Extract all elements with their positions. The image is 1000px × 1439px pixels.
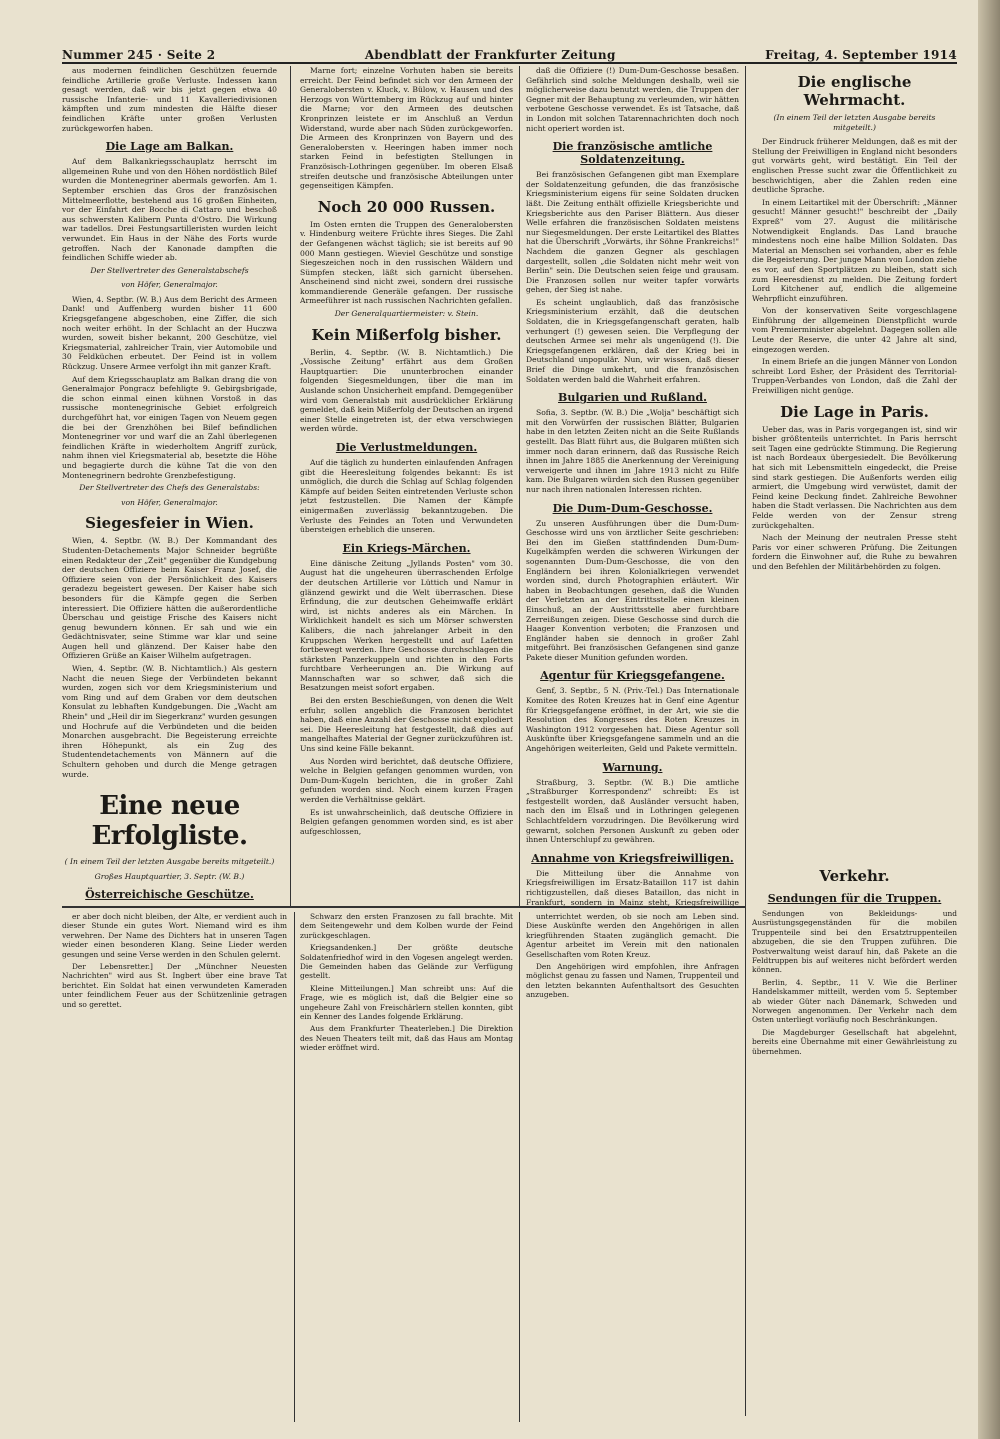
- headline-siegesfeier: Siegesfeier in Wien.: [85, 514, 254, 533]
- article-text: Berlin, 4. Septbr., 11 V. Wie die Berliner Handelskammer mitteilt, werden vom 5. September ab wieder Güter nach Dänemark, Schweden und Norwegen angenommen. Der Verkehr nach dem Osten unterliegt vorläufig noch Beschränkungen.: [752, 977, 957, 1025]
- page-header: [62, 40, 957, 64]
- headline-soldatenzeitung: Die französische amtliche Soldatenzeitung.: [552, 140, 713, 167]
- article-text: Die Magdeburger Gesellschaft hat abgelehnt, bereits eine Übernahme mit einer Gewährleistung zu übernehmen.: [752, 1027, 957, 1056]
- headline-kriegs-maerchen: Ein Kriegs-Märchen.: [342, 541, 471, 555]
- feuilleton-rule: [62, 906, 745, 908]
- article-text: daß die Offiziere (!) Dum-Dum-Geschosse besaßen. Gefährlich sind solche Meldungen deshalb, weil sie möglicherweise dazu benutzt werden, die Truppen der Gegner mit der Behauptung zu verleumden, wir hätten verbotene Geschosse verwendet. Es ist Tatsache, daß in London mit solchen Tatarennachrichten doch noch nicht operiert worden ist.: [526, 66, 739, 133]
- article-text: Die Mitteilung über die Annahme von Kriegsfreiwilligen im Ersatz-Bataillon 117 ist dahin richtigzustellen, daß dieses Bataillon, das nicht in Frankfurt, sondern in Mainz steht, Kriegsfreiwillige: [526, 868, 739, 906]
- headline-verkehr: Verkehr.: [819, 867, 890, 885]
- headline-russen: Noch 20 000 Russen.: [317, 197, 496, 216]
- article-text: Schwarz den ersten Franzosen zu fall brachte. Mit dem Seitengewehr und dem Kolben wurde der Feind zurückgeschlagen.: [300, 912, 513, 940]
- verkehr-column: [752, 860, 957, 1420]
- article-text: Eine dänische Zeitung „Jyllands Posten" vom 30. August hat die ungeheuren überraschenden Erfolge der deutschen Artillerie vor Lüttich und Namur in glänzend gewirkt und die Welt überraschen. Diese Erfindung, die zur deutschen Geheimwaffe erklärt wird, ist nichts anderes als ein Märchen. In Wirklichkeit handelt es sich um Mörser schwersten Kalibers, die nach jahrelanger Arbeit in den Kruppschen Werken hergestellt und auf Lafetten fortbewegt werden. Ihre Geschosse durchschlagen die stärksten Panzerkuppeln und richten in den Forts furchtbare Verheerungen an. Die Wirkung auf Mannschaften war so schwer, daß sich die Besatzungen meist sofort ergaben.: [300, 558, 513, 693]
- signature: Der Generalquartiermeister: v. Stein.: [334, 309, 479, 319]
- headline-kein-misserfolg: Kein Mißerfolg bisher.: [311, 325, 502, 344]
- article-text: Aus dem Frankfurter Theaterleben.] Die Direktion des Neuen Theaters teilt mit, daß das Haus am Montag wieder eröffnet wird.: [300, 1024, 513, 1053]
- signature: Der Stellvertreter des Chefs des Generalstabs:: [79, 483, 260, 493]
- column-3: [526, 66, 739, 906]
- article-text: Es ist unwahrscheinlich, daß deutsche Offiziere in Belgien gefangen genommen worden sind, es ist aber aufgeschlossen,: [300, 807, 513, 836]
- article-text: Ueber das, was in Paris vorgegangen ist, sind wir bisher größtenteils unterrichtet. In Paris herrscht seit Tagen eine gedrückte Stimmung. Die Regierung ist nach Bordeaux übergesiedelt. Die Bevölkerung hat sich mit Lebensmitteln eingedeckt, die Preise sind stark gestiegen. Die Außenforts werden eilig armiert, die Umgebung wird verwüstet, damit der Feind keine Deckung findet. Zahlreiche Bewohner haben die Stadt verlassen. Die Nachrichten aus dem Felde werden von der Zensur streng zurückgehalten.: [752, 424, 957, 530]
- header-issue: Nummer 245 · Seite 2: [62, 48, 216, 62]
- column-1: [62, 66, 277, 906]
- article-text: Es scheint unglaublich, daß das französische Kriegsministerium erzählt, daß die deutschen Soldaten, die in Kriegsgefangenschaft geraten, halb verhungert (!) gewesen seien. Die Verpflegung der deutschen Armee sei mehr als ungenügend (!). Die Kriegsgefangenen erklären, daß der Krieg bei in Deutschland unpopulär. Nun, wir wissen, daß dieser Brief die Dinge umkehrt, und die französischen Soldaten werden bald die Wahrheit erfahren.: [526, 297, 739, 384]
- article-text: Marne fort; einzelne Vorhuten haben sie bereits erreicht. Der Feind befindet sich vor den Armeen der Generalobersten v. Kluck, v. Bülow, v. Hausen und des Herzogs von Württemberg im Rückzug auf und hinter die Marne; vor den Armeen des deutschen Kronprinzen leistete er im Anschluß an Verdun Widerstand, wurde aber nach Süden zurückgeworfen. Die Armeen des Kronprinzen von Bayern und des Generalobersten v. Heeringen haben immer noch starken Feind in befestigten Stellungen in Französisch-Lothringen gegenüber. Im oberen Elsaß streifen deutsche und französische Abteilungen unter gegenseitigen Kämpfen.: [300, 66, 513, 191]
- article-text: In einem Briefe an die jungen Männer von London schreibt Lord Esher, der Präsident des Territorial-Truppen-Verbandes von London, daß die Zahl der Freiwilligen nicht genüge.: [752, 357, 957, 396]
- article-text: Sendungen von Bekleidungs- und Ausrüstungsgegenständen für die mobilen Truppenteile sind bei den Ersatztruppenteilen abzugeben, die sie den Truppen zuführen. Die Postverwaltung weist darauf hin, daß Pakete an die Feldtruppen bis auf weiteres nicht befördert werden können.: [752, 909, 957, 975]
- article-text: Von der konservativen Seite vorgeschlagene Einführung der allgemeinen Dienstpflicht wurde vom Premierminister abgelehnt. Dagegen sollen alle Leute der Reserve, die unter 42 Jahre alt sind, eingezogen werden.: [752, 306, 957, 354]
- headline-warnung: Warnung.: [602, 760, 663, 774]
- column-rule: [294, 912, 295, 1422]
- article-text: Auf dem Balkankriegsschauplatz herrscht im allgemeinen Ruhe und von den Höhen nordöstlich Bilef wurden die Montenegriner abermals geworfen. Am 1. September erschien das Gros der französischen Mittelmeerflotte, bestehend aus 16 großen Einheiten, vor der Einfahrt der Bocche di Cattaro und beschoß aus schwersten Kalibern Punta d'Ostro. Die Wirkung war tadellos. Drei Festungsartilleristen wurden leicht verwundet. Ein Haus in der Nähe des Forts wurde getroffen. Nach der Kanonade dampften die feindlichen Schiffe wieder ab.: [62, 157, 277, 263]
- headline-dum-dum: Die Dum-Dum-Geschosse.: [552, 501, 713, 515]
- headline-bulgarien: Bulgarien und Rußland.: [558, 391, 707, 405]
- article-text: Der Eindruck früherer Meldungen, daß es mit der Stellung der Freiwilligen in England nicht besonders gut vorwärts geht, wird bestätigt. Ein Teil der englischen Presse sucht zwar die Öffentlichkeit zu beschwichtigen, aber die Zahlen reden eine deutliche Sprache.: [752, 137, 957, 195]
- article-text: Im Osten ernten die Truppen des Generalobersten v. Hindenburg weitere Früchte ihres Sieges. Die Zahl der Gefangenen wächst täglich; sie ist bereits auf 90 000 Mann gestiegen. Wieviel Geschütze und sonstige Siegeszeichen noch in den russischen Wäldern und Sümpfen stecken, läßt sich garnicht übersehen. Anscheinend sind nicht zwei, sondern drei russische kommandierende Generäle gefangen. Der russische Armeeführer ist nach russischen Nachrichten gefallen.: [300, 219, 513, 306]
- signature: von Höfer, Generalmajor.: [121, 280, 218, 290]
- header-masthead: Abendblatt der Frankfurter Zeitung: [364, 48, 616, 62]
- article-text: Bei französischen Gefangenen gibt man Exemplare der Soldatenzeitung gefunden, die das französische Kriegsministerium eigens für seine Soldaten drucken läßt. Die Zeitung enthält offizielle Kriegsberichte und Kriegsberichte aus den Pariser Blättern. Aus dieser Welle erfahren die französischen Soldaten meistens nur Siegesmeldungen. Der erste Leitartikel des Blattes hat die Überschrift „Vorwärts, ihr Söhne Frankreichs!" Nachdem die ganzen Gegner als geschlagen dargestellt, sollen „die Soldaten nicht mehr weit von Berlin" sein. Die Deutschen seien feige und grausam. Die Franzosen sollen nur weiter tapfer vorwärts gehen, der Sieg ist nahe.: [526, 170, 739, 295]
- article-text: Bei den ersten Beschießungen, von denen die Welt erfuhr, sollen angeblich die Franzosen berichtet haben, daß eine Anzahl der Geschosse nicht explodiert sei. Die Heeresleitung hat festgestellt, daß dies auf mangelhaftes Material der Gegner zurückzuführen ist. Uns sind keine Fälle bekannt.: [300, 696, 513, 754]
- signature: Der Stellvertreter des Generalstabschefs: [90, 265, 249, 275]
- headline-sendungen: Sendungen für die Truppen.: [767, 892, 942, 905]
- headline-note: ( In einem Teil der letzten Ausgabe bereits mitgeteilt.): [64, 857, 275, 867]
- column-rule: [290, 66, 291, 906]
- headline-balkan: Die Lage am Balkan.: [105, 140, 234, 154]
- article-text: Wien, 4. Septbr. (W. B.) Aus dem Bericht des Armeen Dank! und Auffenberg wurden bisher 11 600 Kriegsgefangene abgeschoben, eine Ziffer, die sich noch weiter erhöht. In der Schlacht an der Huczwa wurden, soweit bisher bekannt, 200 Geschütze, viel Kriegsmaterial, zahlreicher Train, vier Automobile und 30 Feldküchen erbeutet. Der Feind ist in vollem Rückzug. Unsere Armee verfolgt ihn mit ganzer Kraft.: [62, 294, 277, 372]
- column-4: [752, 66, 957, 906]
- article-text: Auf dem Kriegsschauplatz am Balkan drang die von Generalmajor Pongracz befehligte 9. Gebirgsbrigade, die schon einmal einen kühnen Vorstoß in das russische montenegrinische Gebiet erfolgreich durchgeführt hat, vor einigen Tagen von Neuem gegen die bei der Grenzhöhen bei Bilef befindlichen Montenegriner vor und warf die an Zahl überlegenen feindlichen Kräfte in wiederholtem Angriff zurück, nahm ihnen viel Kriegsmaterial ab, besetzte die Höhe und begagierte durch die kühne Tat die von den Montenegrinern bedrohte Grenzbefestigung.: [62, 374, 277, 480]
- article-text: Genf, 3. Septbr., 5 N. (Priv.-Tel.) Das Internationale Komitee des Roten Kreuzes hat in Genf eine Agentur für Kriegsgefangene eröffnet, in der Art, wie sie die Resolution des Kongresses des Roten Kreuzes in Washington 1912 vorgesehen hat. Diese Agentur soll Auskünfte über Kriegsgefangene sammeln und an die Angehörigen weiterleiten, Geld und Pakete vermitteln.: [526, 686, 739, 754]
- column-rule: [519, 912, 520, 1422]
- headline-note: (In einem Teil der letzten Ausgabe bereits mitgeteilt.): [773, 113, 936, 132]
- article-text: unterrichtet werden, ob sie noch am Leben sind. Diese Auskünfte werden den Angehörigen in allen kriegführenden Staaten zugänglich gemacht. Die Agentur arbeitet im Verein mit den nationalen Gesellschaften vom Roten Kreuz.: [526, 912, 739, 959]
- headline-geschuetze: Österreichische Geschütze.: [85, 888, 254, 902]
- dateline: Großes Hauptquartier, 3. Septr. (W. B.): [94, 871, 245, 881]
- article-text: Der Lebensretter.] Der „Münchner Neuesten Nachrichten" wird aus St. Ingbert über eine brave Tat berichtet. Ein Soldat hat einen verwundeten Kameraden unter feindlichem Feuer aus der Schützenlinie getragen und so gerettet.: [62, 962, 287, 1009]
- article-text: Zu unseren Ausführungen über die Dum-Dum-Geschosse wird uns von ärztlicher Seite geschrieben: Bei den im Gießen stattfindenden Dum-Dum-Kugelkämpfen werden die schweren Wirkungen der sogenannten Dum-Dum-Geschosse, die von den Engländern bei ihren Kolonialkriegen verwendet worden sind, durch Photographien erläutert. Wir haben in Beobachtungen gesehen, daß die Wunden der Verletzten an der Eintrittsstelle einen kleinen Einschuß, an der Austrittsstelle aber furchtbare Zerreißungen zeigen. Diese Geschosse sind durch die Haager Konvention verboten; die Franzosen und Engländer haben sie dennoch in großer Zahl mitgeführt. Bei französischen Gefangenen sind ganze Pakete dieser Munition gefunden worden.: [526, 518, 739, 662]
- headline-kriegsfreiwillige: Annahme von Kriegsfreiwilligen.: [531, 851, 734, 865]
- feuilleton-column-2: [300, 912, 513, 1424]
- article-text: aus modernen feindlichen Geschützen feuernde feindliche Artillerie große Verluste. Indessen kann gesagt werden, daß wir bis jetzt gegen etwa 40 russische Infanterie- und 11 Kavalleriedivisionen kämpften und zum mindesten die Hälfte dieser feindlichen Kräfte unter großen Verlusten zurückgeworfen haben.: [62, 66, 277, 133]
- article-text: In einem Leitartikel mit der Überschrift: „Männer gesucht! Männer gesucht!" beschreibt der „Daily Expreß" vom 27. August die militärische Notwendigkeit Englands. Das Land brauche mindestens noch eine halbe Million Soldaten. Das Material an Menschen sei vorhanden, aber es fehle die Begeisterung. Der junge Mann von London ziehe es vor, auf den Sportplätzen zu bleiben, statt sich zum Heeresdienst zu melden. Die Zeitung fordert Lord Kitchener auf, endlich die allgemeine Wehrpflicht einzuführen.: [752, 197, 957, 303]
- headline-wehrmacht: Die englische Wehrmacht.: [797, 73, 912, 109]
- article-text: er aber doch nicht bleiben, der Alte, er verdient auch in dieser Stunde ein gutes Wort. Niemand wird es ihm verwehren. Der Name des Dichters hat in unseren Tagen wieder einen besonderen Klang. Seine Lieder werden gesungen und seine Verse werden in den Schulen gelernt.: [62, 912, 287, 959]
- article-text: Aus Norden wird berichtet, daß deutsche Offiziere, welche in Belgien gefangen genommen wurden, von Dum-Dum-Kugeln berichten, die in großer Zahl gefunden worden sind. Noch einem kurzen Fragen werden die Verhältnisse geklärt.: [300, 756, 513, 804]
- article-text: Wien, 4. Septbr. (W. B. Nichtamtlich.) Als gestern Nacht die neuen Siege der Verbündeten bekannt wurden, zogen sich vor dem Kriegsministerium und vom Ring und auf dem Graben vor dem deutschen Konsulat zu lebhaften Kundgebungen. Die „Wacht am Rhein" und „Heil dir im Siegerkranz" wurden gesungen und Hochrufe auf die Verbündeten und die beiden Monarchen ausgebracht. Die Begeisterung erreichte ihren Höhepunkt, als ein Zug des Studentendetachements von Männern auf die Schultern gehoben und durch die Menge getragen wurde.: [62, 664, 277, 779]
- headline-lage-paris: Die Lage in Paris.: [780, 402, 929, 421]
- article-text: Auf die täglich zu hunderten einlaufenden Anfragen gibt die Heeresleitung folgendes bekannt: Es ist unmöglich, die durch die Schlag auf Schlag folgenden Kämpfe auf beiden Seiten eintretenden Verluste schon jetzt festzustellen. Die Namen der Kämpfe einigermaßen zuverlässig bekanntzugeben. Die Verluste des Feindes an Toten und Verwundeten übersteigen erheblich die unseren.: [300, 458, 513, 535]
- article-text: Den Angehörigen wird empfohlen, ihre Anfragen möglichst genau zu fassen und Namen, Truppenteil und den letzten bekannten Aufenthaltsort des Gesuchten anzugeben.: [526, 962, 739, 1000]
- article-text: Nach der Meinung der neutralen Presse steht Paris vor einer schweren Prüfung. Die Zeitungen fordern die Einwohner auf, die Ruhe zu bewahren und den Befehlen der Militärbehörden zu folgen.: [752, 533, 957, 571]
- article-text: [62, 905, 277, 906]
- header-date: Freitag, 4. September 1914: [765, 48, 957, 62]
- column-rule: [519, 66, 520, 906]
- article-text: Kriegsandenken.] Der größte deutsche Soldatenfriedhof wird in den Vogesen angelegt werden. Die Gemeinden haben das Gelände zur Verfügung gestellt.: [300, 943, 513, 981]
- headline-verlustmeldungen: Die Verlustmeldungen.: [335, 441, 478, 454]
- article-text: Kleine Mitteilungen.] Man schreibt uns: Auf die Frage, wie es möglich ist, daß die Belgier eine so ungeheure Zahl von Freischärlern stellen konnten, gibt ein Kenner des Landes folgende Erklärung.: [300, 983, 513, 1022]
- article-text: Sofia, 3. Septbr. (W. B.) Die „Wolja" beschäftigt sich mit den Vorwürfen der russischen Blätter, Bulgarien habe in den letzten Zeiten nicht an die Seite Rußlands gestellt. Das Blatt führt aus, die Bulgaren müßten sich immer noch daran erinnern, daß das Russische Reich ihnen im Jahre 1885 die Anerkennung der Vereinigung verweigerte und ihnen im Jahre 1913 nicht zu Hilfe kam. Die Bulgaren würden sich den Russen gegenüber nur nach ihren nationalen Interessen richten.: [526, 408, 739, 494]
- headline-agentur: Agentur für Kriegsgefangene.: [540, 669, 725, 683]
- article-text: Berlin, 4. Septbr. (W. B. Nichtamtlich.) Die „Vossische Zeitung" erfährt aus dem Großen Hauptquartier: Die ununterbrochen einander folgenden Siegesmeldungen, über die man im Auslande schon Unsicherheit empfand. Demgegenüber wird vom Generalstab mit ausdrücklicher Erklärung gemeldet, daß kein Mißerfolg der Deutschen an irgend einer Stelle eingetreten ist, der etwa verschwiegen werden würde.: [300, 347, 513, 434]
- headline-erfolgliste: Eine neue Erfolgliste.: [91, 791, 248, 852]
- column-2: [300, 66, 513, 906]
- article-text: Wien, 4. Septbr. (W. B.) Der Kommandant des Studenten-Detachements Major Schneider begrüßte einen Redakteur der „Zeit" gegenüber die Kundgebung der deutschen Offiziere beim Kaiser Franz Josef, die Offiziere seien von der Persönlichkeit des Kaisers geradezu begeistert gewesen. Der Kaiser habe sich besonders für die Kämpfe gegen die Serben interessiert. Die Offiziere hätten die außerordentliche Überschau und geistige Frische des Kaisers nicht genug bewundern können. Er sah und wie ein Gedächtnisvater, seine Stimme war klar und seine Augen hell und glänzend. Der Kaiser habe den Offizieren Grüße an Kaiser Wilhelm aufgetragen.: [62, 536, 277, 661]
- feuilleton-column-3: [526, 912, 739, 1424]
- signature: von Höfer, Generalmajor.: [121, 497, 218, 507]
- binding-edge: [978, 0, 1000, 1439]
- column-rule: [745, 66, 746, 1416]
- article-text: Straßburg, 3. Septbr. (W. B.) Die amtliche „Straßburger Korrespondenz" schreibt: Es ist festgestellt worden, daß Ausländer versucht haben, nach den im Elsaß und in Lothringen gelegenen Schlachtfeldern vorzudringen. Die Bevölkerung wird gewarnt, solchen Personen Auskunft zu geben oder ihnen Unterschlupf zu gewähren.: [526, 777, 739, 845]
- feuilleton-column-1: [62, 912, 287, 1424]
